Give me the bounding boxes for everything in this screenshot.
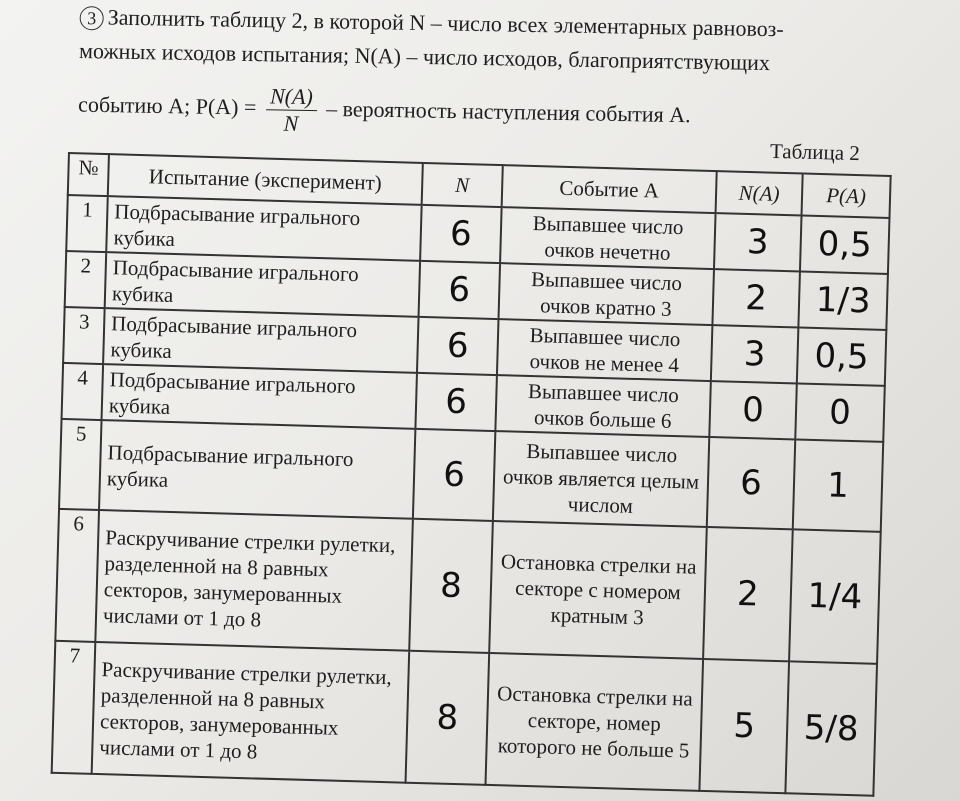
- row-pa: 1/3: [798, 271, 888, 329]
- probability-table: [51, 152, 892, 797]
- row-number: 2: [65, 251, 107, 308]
- row-pa: 1: [793, 439, 883, 531]
- formula-suffix: – вероятность наступления события A.: [325, 95, 691, 128]
- row-na: 3: [714, 213, 802, 271]
- row-trial: Подбрасывание игрального кубика: [103, 308, 418, 373]
- row-event: Выпавшее число очков кратно 3: [499, 263, 714, 325]
- row-number: 5: [59, 419, 101, 510]
- row-na: 5: [699, 659, 789, 793]
- formula-prefix: событию A; P(A) =: [77, 91, 257, 120]
- row-number: 3: [63, 307, 105, 364]
- table-caption: Таблица 2: [769, 138, 861, 166]
- fraction-denominator: N: [283, 110, 299, 136]
- row-pa: 1/4: [789, 529, 881, 663]
- fraction-numerator: N(A): [266, 83, 317, 111]
- row-na: 6: [707, 437, 795, 529]
- row-trial: Раскручивание стрелки рулетки, разделенной на 8 равных секторов, занумерованных числами от 1 до 8: [95, 510, 413, 651]
- row-n: 6: [415, 373, 497, 431]
- row-trial: Подбрасывание игрального кубика: [106, 196, 421, 261]
- header-event: Событие A: [502, 165, 717, 213]
- table-row: [52, 641, 877, 796]
- table-row: [55, 509, 880, 664]
- row-number: 6: [55, 509, 99, 642]
- row-na: 2: [712, 269, 800, 327]
- row-trial: Подбрасывание игрального кубика: [102, 364, 417, 429]
- header-trial: Испытание (эксперимент): [108, 154, 423, 205]
- task-number: 3: [79, 6, 103, 30]
- row-n: 6: [413, 429, 495, 521]
- row-n: 8: [406, 651, 490, 785]
- task-line-3: [78, 80, 939, 148]
- header-n: N: [422, 163, 503, 207]
- row-number: 4: [62, 363, 104, 420]
- row-n: 8: [409, 519, 493, 653]
- row-na: 0: [709, 381, 797, 439]
- row-n: 6: [419, 261, 501, 319]
- table-container: [51, 152, 892, 797]
- row-pa: 5/8: [785, 661, 877, 795]
- row-pa: 0,5: [797, 327, 887, 385]
- header-pa: P(A): [802, 174, 891, 218]
- row-n: 6: [417, 317, 499, 375]
- row-n: 6: [420, 205, 502, 263]
- row-event: Выпавшее число очков больше 6: [495, 375, 710, 437]
- row-event: Остановка стрелки на секторе с номером кратным 3: [489, 521, 707, 659]
- row-event: Выпавшее число очков не менее 4: [497, 319, 712, 381]
- task-line-1-text: Заполнить таблицу 2, в которой N – число всех элементарных равновоз-: [107, 4, 784, 42]
- task-line-2: можных исходов испытания; N(A) – число исходов, благоприятствующих: [78, 37, 771, 76]
- row-na: 2: [703, 527, 793, 661]
- row-number: 7: [52, 641, 96, 774]
- row-event: Остановка стрелки на секторе, номер которого не больше 5: [485, 653, 703, 791]
- header-na: N(A): [716, 171, 803, 215]
- row-trial: Раскручивание стрелки рулетки, разделенной на 8 равных секторов, занумерованных числами от 1 до 8: [92, 642, 410, 783]
- row-na: 3: [711, 325, 799, 383]
- row-event: Выпавшее число очков является целым числом: [493, 431, 709, 527]
- row-trial: Подбрасывание игрального кубика: [99, 420, 415, 519]
- probability-fraction: [265, 83, 317, 137]
- row-pa: 0: [795, 383, 885, 441]
- row-event: Выпавшее число очков нечетно: [500, 207, 715, 269]
- row-number: 1: [66, 195, 108, 252]
- row-trial: Подбрасывание игрального кубика: [105, 252, 420, 317]
- task-statement: [78, 0, 940, 148]
- header-number: №: [68, 153, 109, 196]
- row-pa: 0,5: [800, 216, 890, 274]
